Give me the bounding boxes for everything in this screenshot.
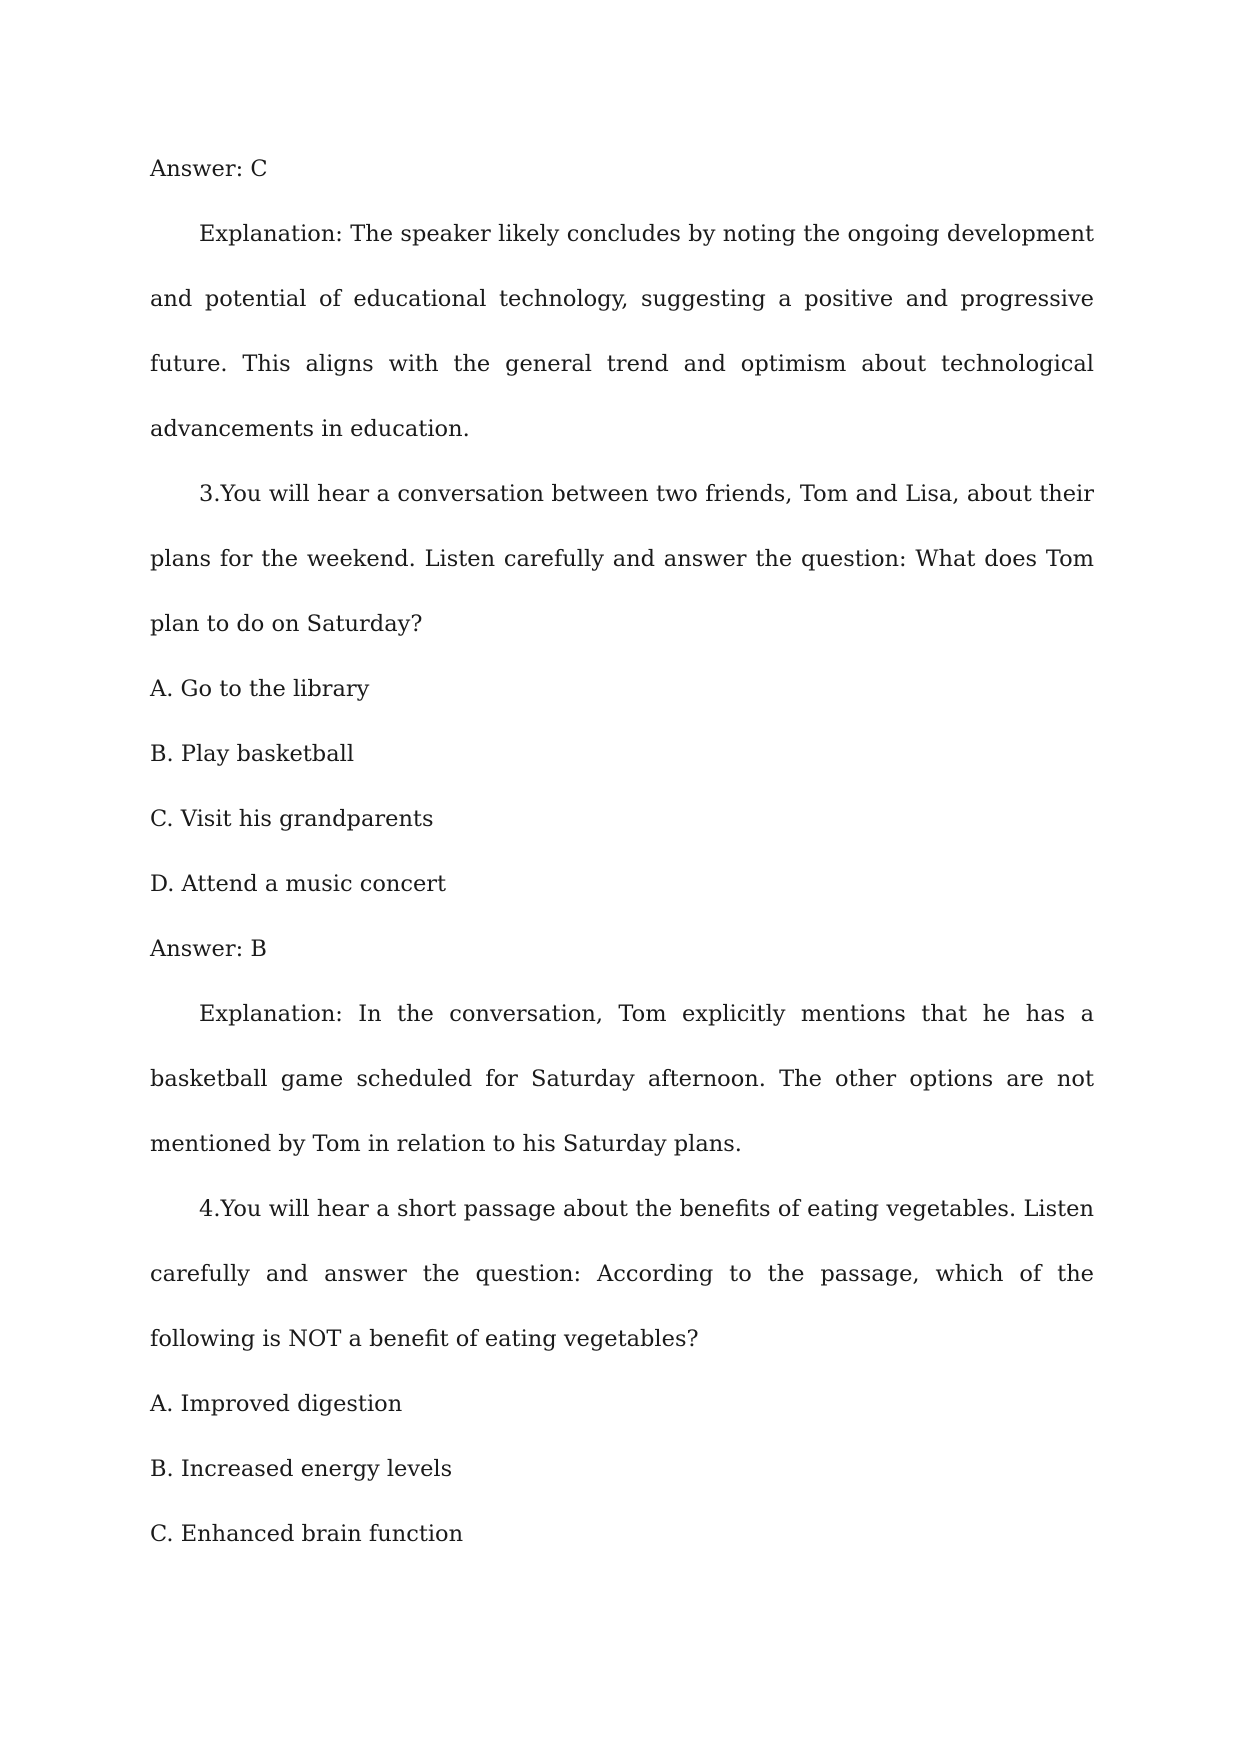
option-c: C. Visit his grandparents bbox=[150, 806, 434, 832]
explanation-paragraph: Explanation: The speaker likely concludes by noting the ongoing development and potential of educational technology, suggesting a positive and progressive future. This aligns with the general trend and optimism about technological advancements in education. bbox=[150, 221, 1094, 442]
answer-line: Answer: C bbox=[150, 156, 268, 182]
option-d: D. Attend a music concert bbox=[150, 871, 447, 897]
document-body bbox=[150, 137, 1094, 1567]
option-a: A. Improved digestion bbox=[150, 1391, 403, 1417]
question-paragraph: 3.You will hear a conversation between two friends, Tom and Lisa, about their plans for the weekend. Listen carefully and answer the question: What does Tom plan to do on Saturday? bbox=[150, 481, 1094, 637]
option-c: C. Enhanced brain function bbox=[150, 1521, 464, 1547]
option-b: B. Play basketball bbox=[150, 741, 355, 767]
option-a: A. Go to the library bbox=[150, 676, 370, 702]
answer-line: Answer: B bbox=[150, 936, 267, 962]
option-b: B. Increased energy levels bbox=[150, 1456, 453, 1482]
explanation-paragraph: Explanation: In the conversation, Tom explicitly mentions that he has a basketball game scheduled for Saturday afternoon. The other options are not mentioned by Tom in relation to his Saturday plans. bbox=[150, 1001, 1094, 1157]
question-paragraph: 4.You will hear a short passage about the benefits of eating vegetables. Listen carefully and answer the question: According to the passage, which of the following is NOT a benefit of eating vegetables? bbox=[150, 1196, 1094, 1352]
